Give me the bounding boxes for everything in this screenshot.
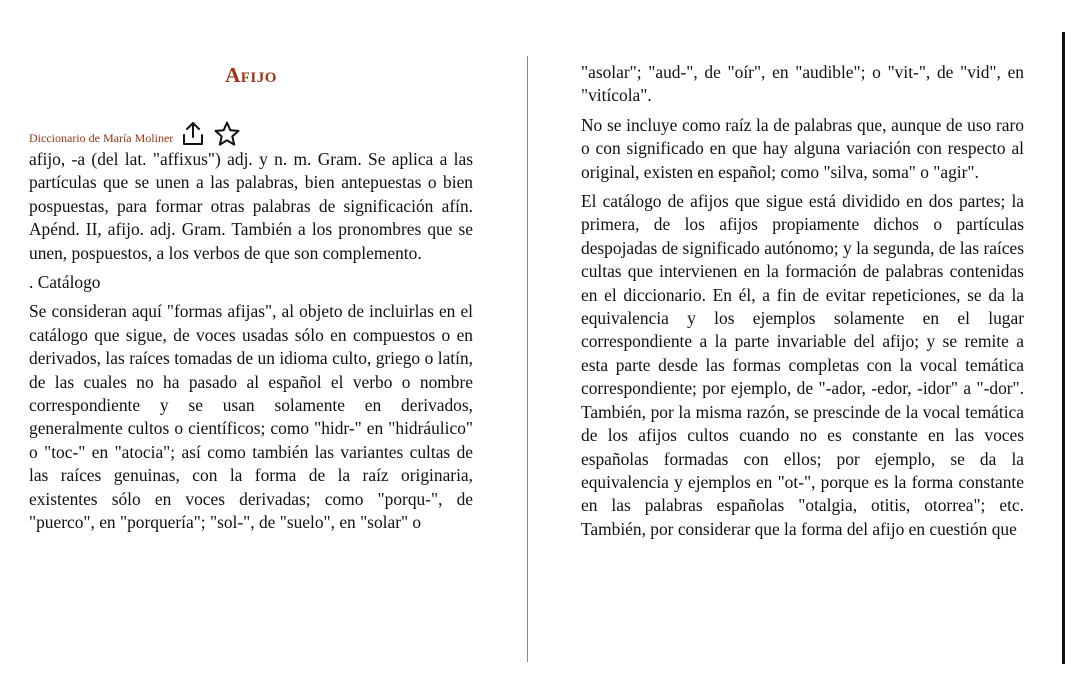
left-column (29, 0, 473, 541)
source-row (29, 118, 473, 148)
scrollbar[interactable] (1062, 32, 1065, 664)
star-icon[interactable] (213, 120, 241, 148)
definition-paragraph: afijo, -a (del lat. "affixus") adj. y n. m. Gram. Se aplica a las partículas que se unen a las palabras, bien antepuestas o bien pospuestas, para formar otras palabras de significación afín. Apénd. II, afijo. adj. Gram. También a los pronombres que se unen, pospuestos, a los verbos de que son complemento. (29, 149, 473, 263)
column-divider (527, 56, 528, 662)
dictionary-source: Diccionario de María Moliner (29, 131, 174, 145)
catalog-heading: . Catálogo (29, 272, 101, 293)
entry-title: Afijo (225, 63, 277, 87)
catalog-paragraph: El catálogo de afijos que sigue está dividido en dos partes; la primera, de los afijos propiamente dichos o partículas despojadas de significado autónomo; y la segunda, de las raíces cultas que intervienen en la formación de palabras contenidas en el diccionario. En él, a fin de evitar repeticiones, se da la equivalencia y los ejemplos solamente en el lugar correspondiente a la parte invariable del afijo; y se remite a esta parte desde las formas completas con la vocal temática correspondiente; por ejemplo, de "-ador, -edor, -idor" a "-dor". También, por la misma razón, se prescinde de la vocal temática de los afijos cultos cuando no es constante en las voces españolas formadas con ellos; por ejemplo, se da la equivalencia y ejemplos en "ot-", porque es la forma constante en las palabras españolas "otalgia, otitis, otorrea"; etc. También, por considerar que la forma del afijo en cuestión que (581, 191, 1024, 539)
catalog-paragraph-continued: "asolar"; "aud-", de "oír", en "audible"; o "vit-", de "vid", en "vitícola". (581, 62, 1024, 106)
right-column (581, 61, 1024, 547)
catalog-paragraph: No se incluye como raíz la de palabras que, aunque de uso raro o con significado en que hay alguna variación con respecto al original, existen en español; como "silva, soma" o "agir". (581, 114, 1024, 182)
share-icon[interactable] (179, 120, 207, 148)
catalog-paragraph: Se consideran aquí "formas afijas", al objeto de incluirlas en el catálogo que sigue, de voces usadas sólo en compuestos o en derivados, las raíces tomadas de un idioma culto, griego o latín, de las cuales no ha pasado al español el verbo o nombre correspondiente y se usan solamente en derivados, generalmente cultos o científicos; como "hidr-" en "hidráulico" o "toc-" en "atocia"; así como también las variantes cultas de las raíces genuinas, con la forma de la raíz originaria, existentes sólo en voces derivadas; como "porqu-", de "puerco", en "porquería"; "sol-", de "suelo", en "solar" o (29, 301, 473, 533)
